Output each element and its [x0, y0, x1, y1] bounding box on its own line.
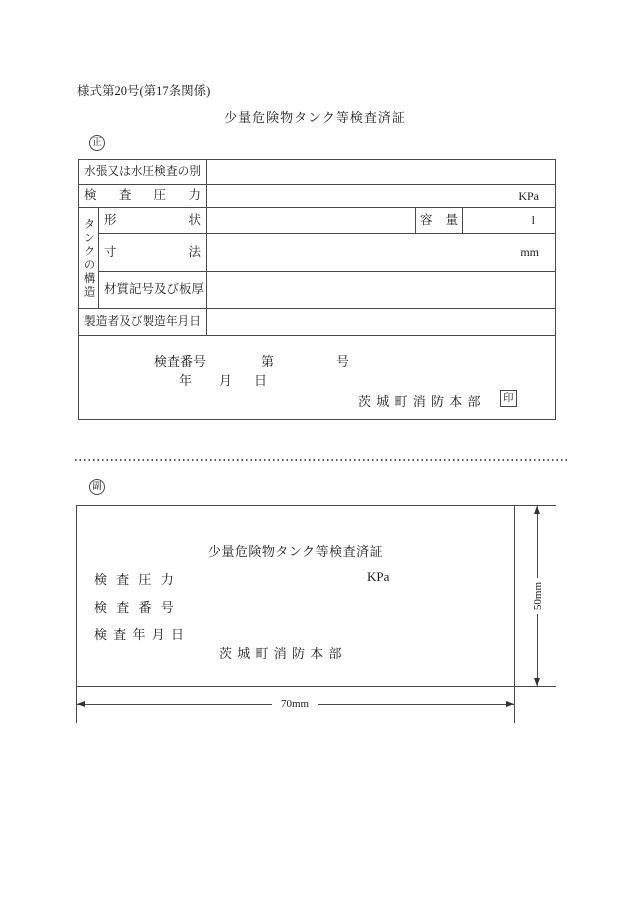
- dim-extension-right: [514, 687, 515, 723]
- card-date-label: 検 査 年 月 日: [94, 627, 185, 642]
- shape-label: 形 状: [99, 208, 207, 233]
- water-test-row: [79, 160, 555, 185]
- card-number-label: 検 査 番 号: [94, 600, 174, 615]
- shape-row: [99, 208, 555, 234]
- card-title: 少量危険物タンク等検査済証: [207, 544, 384, 559]
- pressure-unit: KPa: [518, 188, 539, 203]
- dotted-cut-line: [75, 459, 568, 461]
- material-row: [99, 272, 555, 308]
- pressure-row: [79, 185, 555, 208]
- card-fire-department-name: 茨 城 町 消 防 本 部: [219, 646, 342, 661]
- arrow-up-icon: [534, 506, 540, 514]
- tank-structure-label: タンクの構造: [79, 208, 99, 308]
- number-prefix: 第: [261, 354, 275, 369]
- form-number: 様式第20号(第17条関係): [77, 84, 211, 98]
- tank-structure-group: [79, 208, 555, 309]
- number-suffix: 号: [336, 354, 350, 369]
- dim-extension-bottom: [515, 686, 556, 687]
- water-test-label: 水張又は水圧検査の別: [79, 160, 207, 184]
- capacity-label: 容 量: [416, 208, 463, 233]
- card-pressure-unit: KPa: [367, 569, 390, 584]
- seal-placeholder-icon: 印: [500, 390, 517, 407]
- material-value-field: [207, 272, 555, 308]
- tank-structure-subrows: [99, 208, 555, 308]
- duplicate-copy-mark: 副: [89, 479, 105, 495]
- original-copy-mark: 正: [89, 135, 105, 151]
- arrow-left-icon: [77, 701, 85, 707]
- size-row: [99, 234, 555, 272]
- dim-height-label: 50mm: [531, 578, 545, 614]
- certificate-footer: [79, 336, 555, 419]
- label-card: [76, 505, 515, 687]
- month-label: 月: [219, 373, 233, 388]
- document-title: 少量危険物タンク等検査済証: [224, 110, 406, 125]
- card-pressure-label: 検 査 圧 力: [94, 572, 174, 587]
- size-unit: mm: [520, 245, 539, 259]
- size-label: 寸 法: [99, 234, 207, 271]
- inspection-table: [78, 159, 556, 420]
- dim-width-label: 70mm: [272, 697, 318, 711]
- year-label: 年: [179, 373, 193, 388]
- manufacturer-value-field: [207, 309, 555, 335]
- pressure-label: 検 査 圧 力: [79, 185, 207, 207]
- water-test-value-field: [207, 160, 555, 184]
- fire-department-name: 茨 城 町 消 防 本 部: [358, 394, 481, 409]
- shape-value-field: [207, 208, 416, 233]
- manufacturer-label: 製造者及び製造年月日: [79, 309, 207, 335]
- arrow-right-icon: [506, 701, 514, 707]
- capacity-unit: l: [531, 213, 535, 227]
- inspection-number-label: 検査番号: [154, 354, 207, 369]
- material-label: 材質記号及び板厚: [99, 272, 207, 308]
- day-label: 日: [254, 373, 268, 388]
- arrow-down-icon: [534, 678, 540, 686]
- manufacturer-row: [79, 309, 555, 336]
